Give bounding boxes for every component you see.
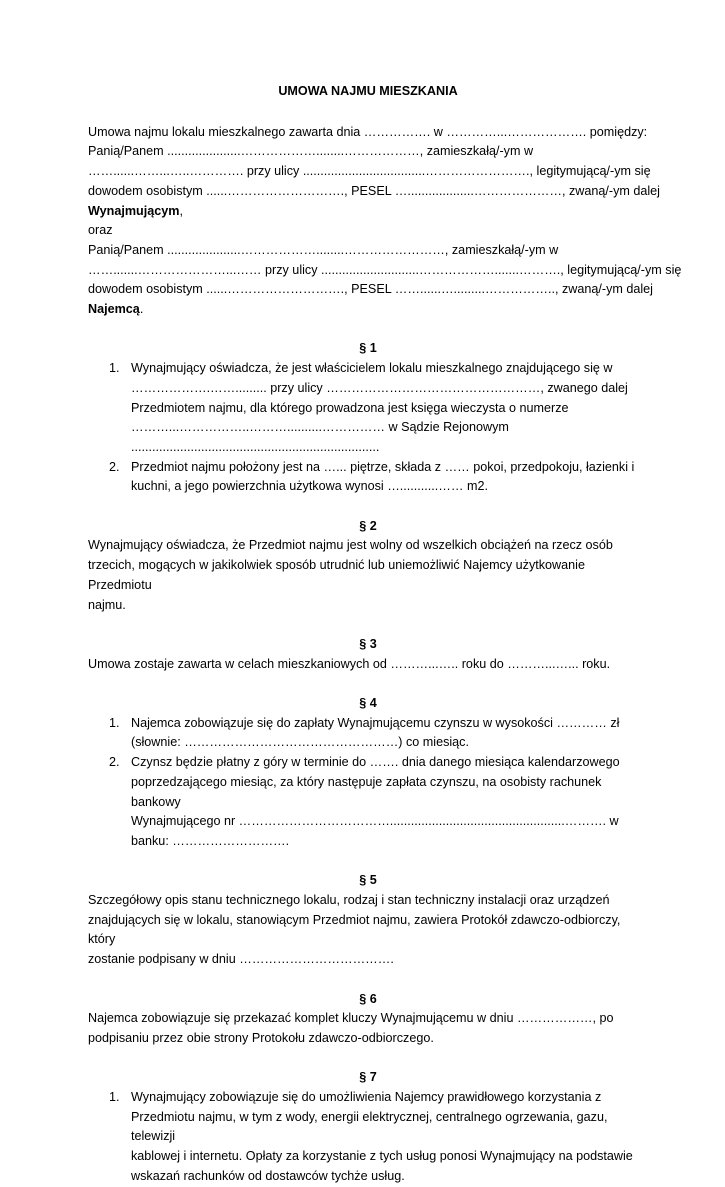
list-line: ………...……………..………..........…………… w Sądzie Rejonowym xyxy=(131,420,509,435)
list-line: Przedmiotem najmu, dla którego prowadzona jest księga wieczysta o numerze xyxy=(131,400,569,415)
section-heading-5: § 5 xyxy=(359,873,377,888)
conjunction: oraz xyxy=(88,223,113,238)
list-item xyxy=(88,458,648,497)
tenant-role-suffix: . xyxy=(139,302,144,317)
list-item xyxy=(88,1088,648,1187)
section-heading-7: § 7 xyxy=(359,1070,377,1085)
section-4-list xyxy=(88,714,648,852)
section-1-list xyxy=(88,359,648,497)
list-line: Czynsz będzie płatny z góry w terminie do ……. dnia danego miesiąca kalendarzowego xyxy=(131,755,620,770)
section-heading-6: § 6 xyxy=(359,991,377,1006)
list-line: Przedmiot najmu położony jest na …... piętrze, składa z …… pokoi, przedpokoju, łazienki i xyxy=(131,459,635,474)
list-line: Wynajmujący oświadcza, że jest właścicielem lokalu mieszkalnego znajdującego się w xyxy=(131,361,613,376)
landlord-role: Wynajmującym xyxy=(88,203,180,218)
section-6-line: Najemca zobowiązuje się przekazać komplet kluczy Wynajmującemu w dniu ………………, po xyxy=(88,1011,614,1026)
section-heading-1: § 1 xyxy=(359,341,377,356)
section-2-line: trzecich, mogących w jakikolwiek sposób utrudnić lub uniemożliwić Najemcy użytkowanie Przedmiotu xyxy=(88,558,585,592)
section-3-line: Umowa zostaje zawarta w celach mieszkaniowych od ………...….. roku do ………...…... roku. xyxy=(88,656,611,671)
section-5-line: Szczegółowy opis stanu technicznego lokalu, rodzaj i stan techniczny instalacji oraz urządzeń xyxy=(88,893,610,908)
list-item xyxy=(88,359,648,458)
intro-line: dowodem osobistym ......………………………., PESEL ……......….........…………….., zwaną/-ym dalej xyxy=(88,282,653,297)
document-page xyxy=(88,82,682,1187)
list-number: 1. xyxy=(109,1090,120,1105)
intro-line: Umowa najmu lokalu mieszkalnego zawarta dnia ……………. w …………...………………. pomiędzy: xyxy=(88,124,648,139)
intro-line: Panią/Panem .....................………………........……………………, zamieszkałą/-ym w xyxy=(88,242,559,257)
section-2-line: najmu. xyxy=(88,597,126,612)
section-6-line: podpisaniu przez obie strony Protokołu zdawczo-odbiorczego. xyxy=(88,1030,434,1045)
landlord-role-line xyxy=(88,202,648,222)
list-line: Wynajmujący zobowiązuje się do umożliwienia Najemcy prawidłowego korzystania z xyxy=(131,1090,602,1105)
section-2-line: Wynajmujący oświadcza, że Przedmiot najmu jest wolny od wszelkich obciążeń na rzecz osób xyxy=(88,538,613,553)
intro-line: dowodem osobistym ......………………………., PESEL …...................…………………, zwaną/-ym dalej xyxy=(88,183,660,198)
section-5-line: znajdujących się w lokalu, stanowiącym Przedmiot najmu, zawiera Protokół zdawczo-odbiorczy, który xyxy=(88,912,621,947)
intro-block xyxy=(88,123,682,320)
list-line: Najemca zobowiązuje się do zapłaty Wynajmującemu czynszu w wysokości ………… zł xyxy=(131,715,620,730)
list-line: ……………….……......... przy ulicy ……………………………………………, zwanego dalej xyxy=(131,380,628,395)
list-line: ....................................................................... xyxy=(131,439,380,454)
section-5-line: zostanie podpisany w dniu ………………………………. xyxy=(88,952,394,967)
list-line: Przedmiotu najmu, w tym z wody, energii elektrycznej, centralnego ogrzewania, gazu, telewizji xyxy=(131,1109,608,1144)
tenant-role: Najemcą xyxy=(88,302,140,317)
section-7-list xyxy=(88,1088,648,1187)
section-heading-3: § 3 xyxy=(359,636,377,651)
section-heading-4: § 4 xyxy=(359,696,377,711)
document-title: UMOWA NAJMU MIESZKANIA xyxy=(278,84,458,98)
list-line: wskazań rachunków od dostawców tychże usług. xyxy=(131,1168,405,1183)
list-line: poprzedzającego miesiąc, za który następuje zapłata czynszu, na osobisty rachunek bankowy xyxy=(131,774,602,809)
list-number: 2. xyxy=(109,755,120,770)
tenant-role-line xyxy=(88,300,648,320)
list-item xyxy=(88,714,648,753)
list-line: kuchni, a jego powierzchnia użytkowa wynosi …...........…… m2. xyxy=(131,479,488,494)
list-item xyxy=(88,753,648,852)
section-heading-2: § 2 xyxy=(359,518,377,533)
intro-line: Panią/Panem .....................………………........………………, zamieszkałą/-ym w xyxy=(88,144,534,159)
intro-line: ……......……...…..…………. przy ulicy ...................................……………………., legitymującą/-ym się xyxy=(88,164,651,179)
list-number: 2. xyxy=(109,459,120,474)
list-line: Wynajmującego nr ………………………………..................................................………. w xyxy=(131,814,619,829)
list-number: 1. xyxy=(109,361,120,376)
list-line: banku: ………………………. xyxy=(131,833,290,848)
list-line: kablowej i internetu. Opłaty za korzystanie z tych usług ponosi Wynajmujący na podstawie xyxy=(131,1149,633,1164)
list-number: 1. xyxy=(109,715,120,730)
landlord-role-suffix: , xyxy=(179,203,183,218)
intro-line: …….......…………………...…… przy ulicy ............................……………….......………., legitymującą/-ym się xyxy=(88,262,682,277)
list-line: (słownie: ……………………………………………) co miesiąc. xyxy=(131,735,469,750)
